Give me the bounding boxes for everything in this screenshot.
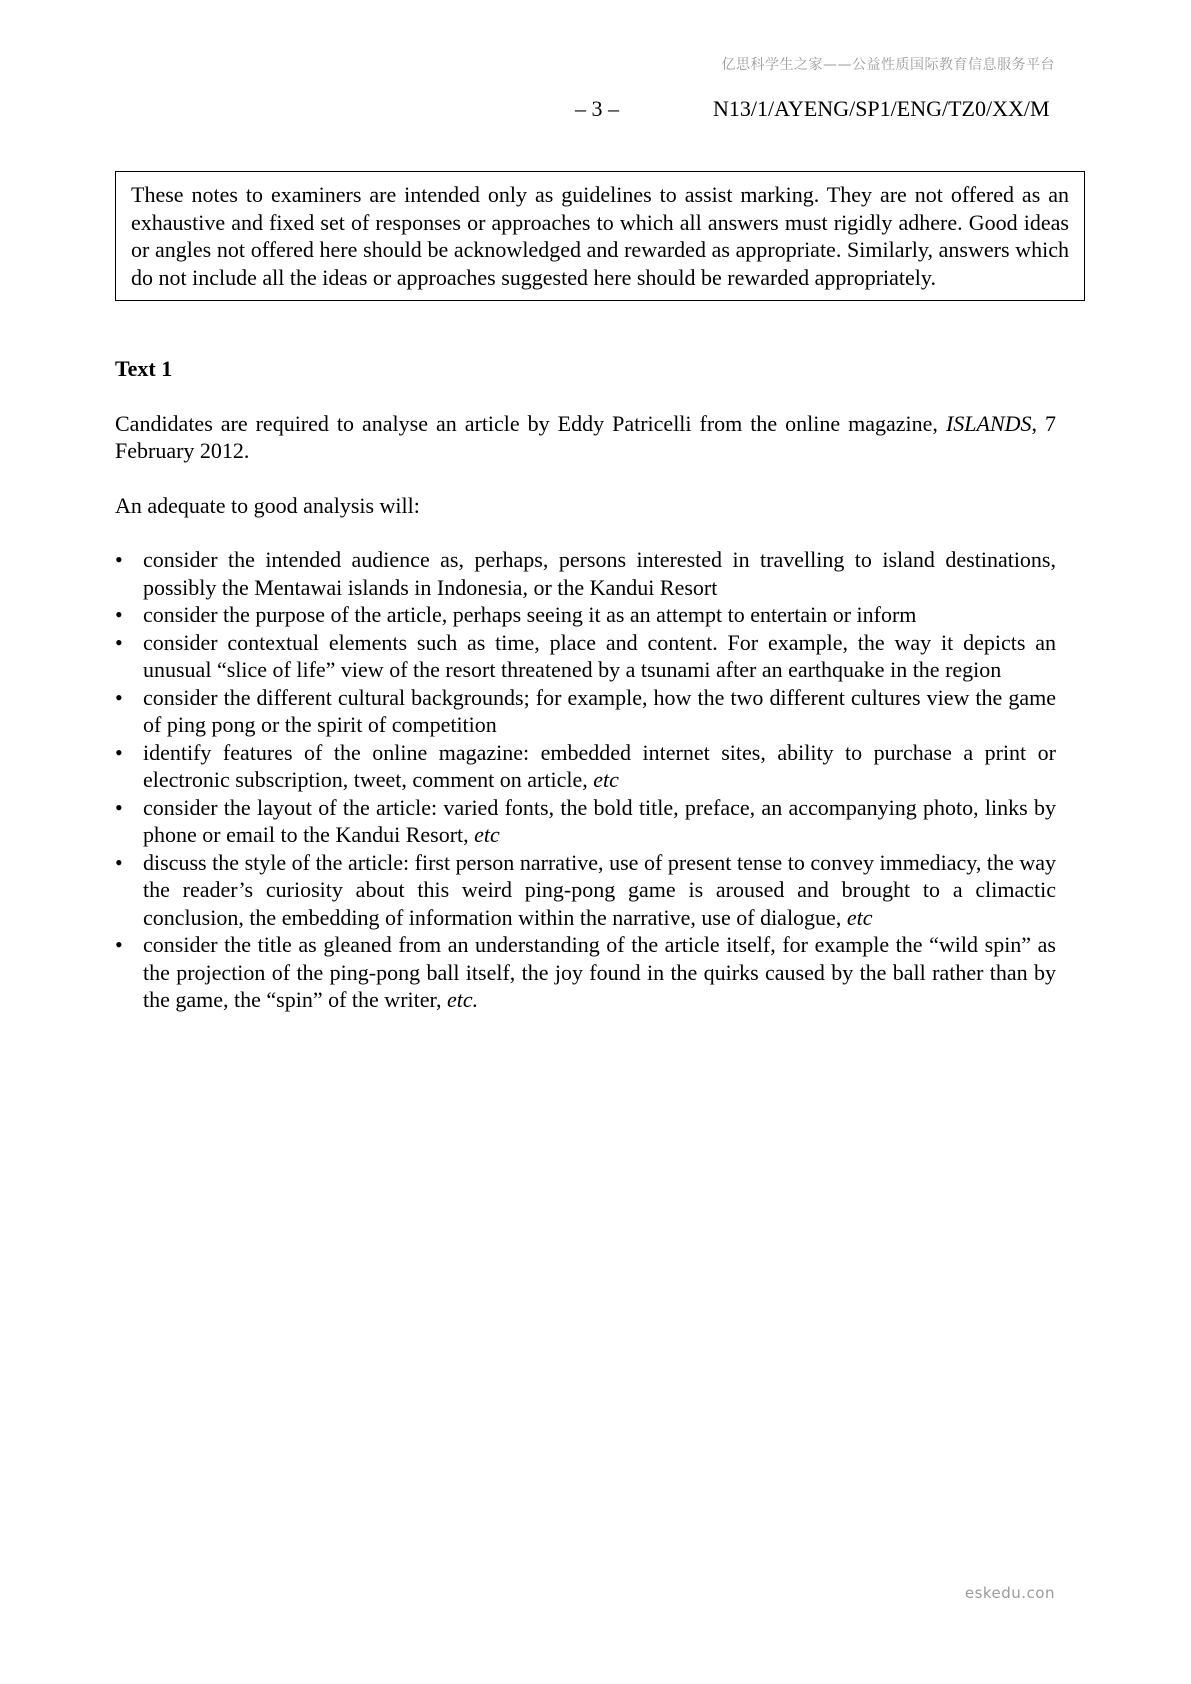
list-item-text: consider the layout of the article: varied fonts, the bold title, preface, an accompanying photo, links by phone or email to the Kandui Resort, xyxy=(143,794,1056,847)
list-item xyxy=(115,684,1056,739)
list-item-italic: etc xyxy=(593,767,619,792)
watermark-top: 亿思科学生之家——公益性质国际教育信息服务平台 xyxy=(721,57,1055,73)
list-item xyxy=(115,629,1056,684)
page-header xyxy=(0,96,1191,126)
list-item xyxy=(115,601,1056,629)
magazine-title: ISLANDS xyxy=(945,410,1032,436)
analysis-criteria-list xyxy=(115,546,1056,1014)
list-item-italic: etc xyxy=(474,822,500,847)
main-content xyxy=(115,355,1056,1014)
page-number: – 3 – xyxy=(575,96,619,121)
bullet-icon: • xyxy=(115,602,123,627)
list-item-text: consider contextual elements such as time, place and content. For example, the way it depicts an unusual “slice of life” view of the resort threatened by a tsunami after an earthquake in the region xyxy=(143,629,1056,682)
list-item-text: identify features of the online magazine: embedded internet sites, ability to purchase a print or electronic subscription, tweet, comment on article, xyxy=(143,739,1056,792)
section-title: Text 1 xyxy=(115,356,173,381)
intro-paragraph xyxy=(115,410,1056,465)
list-item-text: consider the title as gleaned from an understanding of the article itself, for example the “wild spin” as the projection of the ping-pong ball itself, the joy found in the quirks caused by the ball rather than by the game, the “spin” of the writer, xyxy=(143,932,1056,1012)
intro-date: , 7 February 2012. xyxy=(115,410,1056,463)
bullet-icon: • xyxy=(115,739,123,765)
watermark-bottom: eskedu.con xyxy=(964,1584,1055,1602)
list-item-text: consider the purpose of the article, perhaps seeing it as an attempt to entertain or inform xyxy=(143,602,917,627)
list-item-italic: etc. xyxy=(446,987,479,1012)
list-item-text: consider the intended audience as, perhaps, persons interested in travelling to island destinations, possibly the Mentawai islands in Indonesia, or the Kandui Resort xyxy=(143,547,1056,600)
list-item xyxy=(115,849,1056,932)
bullet-icon: • xyxy=(115,932,123,957)
bullet-icon: • xyxy=(115,547,123,572)
examiner-notice-box xyxy=(115,171,1085,301)
bullet-icon: • xyxy=(115,849,123,875)
examiner-notice-text: These notes to examiners are intended only as guidelines to assist marking. They are not offered as an exhaustive and fixed set of responses or approaches to which all answers must rigidly adhere. Good ideas or angles not offered here should be acknowledged and rewarded as appropriate. Similarly, answers which do not include all the ideas or approaches suggested here should be rewarded appropriately. xyxy=(131,182,1069,290)
document-code: N13/1/AYENG/SP1/ENG/TZ0/XX/M xyxy=(713,96,1050,121)
bullet-icon: • xyxy=(115,794,123,820)
list-item xyxy=(115,794,1056,849)
bullet-icon: • xyxy=(115,629,123,655)
list-item-text: consider the different cultural backgrounds; for example, how the two different cultures view the game of ping pong or the spirit of competition xyxy=(143,684,1056,737)
list-item xyxy=(115,546,1056,601)
list-item-italic: etc xyxy=(846,904,873,930)
list-item-text: discuss the style of the article: first person narrative, use of present tense to convey immediacy, the way the reader’s curiosity about this weird ping-pong game is aroused and brought to a climactic conclusion, the embedding of information within the narrative, use of dialogue, xyxy=(143,849,1056,930)
bullet-icon: • xyxy=(115,684,123,710)
lead-sentence: An adequate to good analysis will: xyxy=(115,492,420,518)
list-item xyxy=(115,739,1056,794)
list-item xyxy=(115,931,1056,1014)
intro-text: Candidates are required to analyse an article by Eddy Patricelli from the online magazine, xyxy=(115,410,946,436)
